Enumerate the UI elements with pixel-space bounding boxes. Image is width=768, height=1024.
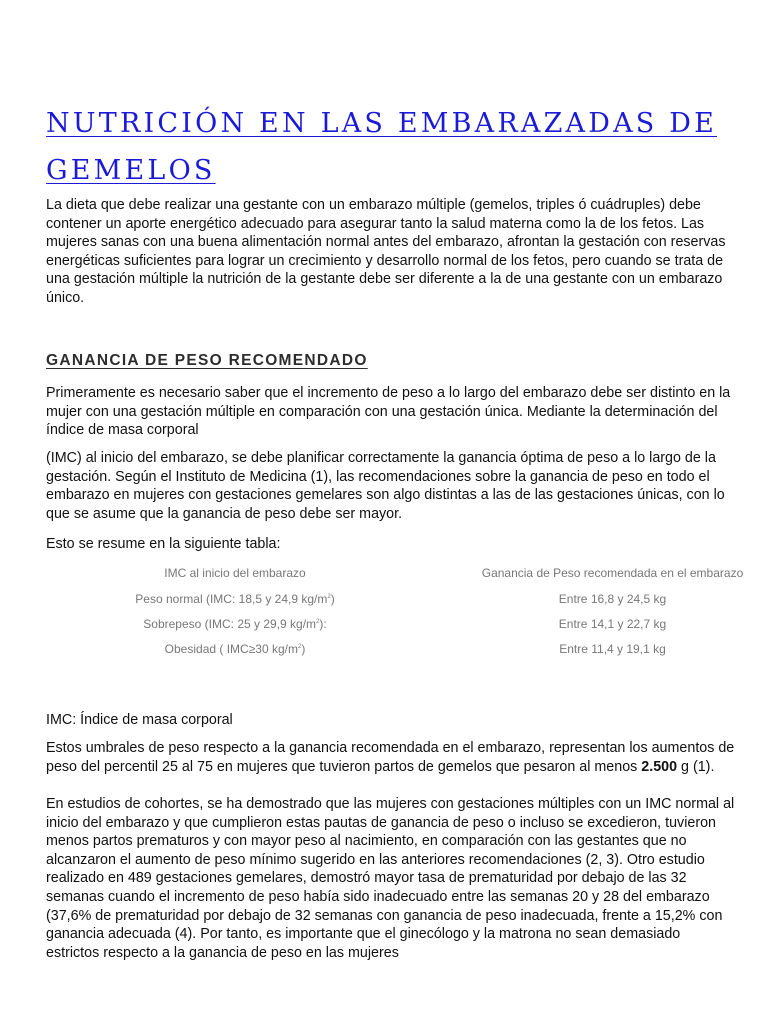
table-cell-gain: Entre 14,1 y 22,7 kg (558, 617, 667, 631)
paragraph-1: Primeramente es necesario saber que el incremento de peso a lo largo del embarazo debe ser distinto en la mujer con una gestación múltiple en comparación con una gestación única. Mediante la determinación del índice de masa corporal (46, 385, 731, 439)
paragraph-3: Esto se resume en la siguiente tabla: (46, 536, 281, 552)
paragraph-5: En estudios de cohortes, se ha demostrado que las mujeres con gestaciones múltiples con un IMC normal al inicio del embarazo y que cumplieron estas pautas de ganancia de peso o incluso se excedieron, tuvieron menos partos prematuros y con mayor peso al nacimiento, en comparación con las gestantes que no alcanzaron el aumento de peso mínimo sugerido en las anteriores recomendaciones (2, 3). Otro estudio realizado en 489 gestaciones gemelares, demostró mayor tasa de prematuridad por debajo de las 32 semanas cuando el incremento de peso había sido inadecuado entre las semanas 20 y 28 del embarazo (37,6% de prematuridad por debajo de 32 semanas con ganancia de peso inadecuada, frente a 15,2% con ganancia adecuada (4). Por tanto, es importante que el ginecólogo y la matrona no sean demasiado estrictos respecto a la ganancia de peso en las mujeres (46, 796, 735, 961)
section-heading: GANANCIA DE PESO RECOMENDADO (46, 352, 368, 369)
imc-definition: IMC: Índice de masa corporal (46, 712, 233, 728)
table-cell-gain: Entre 16,8 y 24,5 kg (558, 592, 667, 606)
paragraph-2: (IMC) al inicio del embarazo, se debe planificar correctamente la ganancia óptima de peso a lo largo de la gestación. Según el Instituto de Medicina (1), las recomendaciones sobre la ganancia de peso en todo el embarazo en mujeres con gestaciones gemelares son algo distintas a las de las gestaciones únicas, con lo que se asume que la ganancia de peso debe ser mayor. (46, 450, 725, 522)
table-cell-imc: Peso normal (IMC: 18,5 y 24,9 $kg/m^2$) (135, 592, 335, 606)
table-cell-gain: Entre 11,4 y 19,1 kg (559, 642, 666, 656)
table-header-gain: Ganancia de Peso recomendada en el embarazo (481, 566, 744, 580)
table-cell-imc: Obesidad ( IMC≥30 $kg/m^2$) (164, 642, 306, 656)
table-header-imc: IMC al inicio del embarazo (164, 566, 306, 580)
table-cell-imc: Sobrepeso (IMC: 25 y 29,9 $kg/m^2$): (143, 617, 327, 631)
intro-paragraph: La dieta que debe realizar una gestante con un embarazo múltiple (gemelos, triples ó cuádruples) debe contener un aporte energético adecuado para asegurar tanto la salud materna como la de los fetos. Las mujeres sanas con una buena alimentación normal antes del embarazo, afrontan la gestación con reservas energéticas suficientes para lograr un crecimiento y desarrollo normal de los fetos, pero cuando se trata de una gestación múltiple la nutrición de la gestante debe ser diferente a la de una gestante con un embarazo único. (46, 197, 726, 306)
page-title: NUTRICIÓN EN LAS EMBARAZADAS DE GEMELOS (46, 108, 718, 186)
paragraph-4: Estos umbrales de peso respecto a la ganancia recomendada en el embarazo, representan los aumentos de peso del percentil 25 al 75 en mujeres que tuvieron partos de gemelos que pesaron al menos 2.500 g (1). (46, 740, 735, 775)
